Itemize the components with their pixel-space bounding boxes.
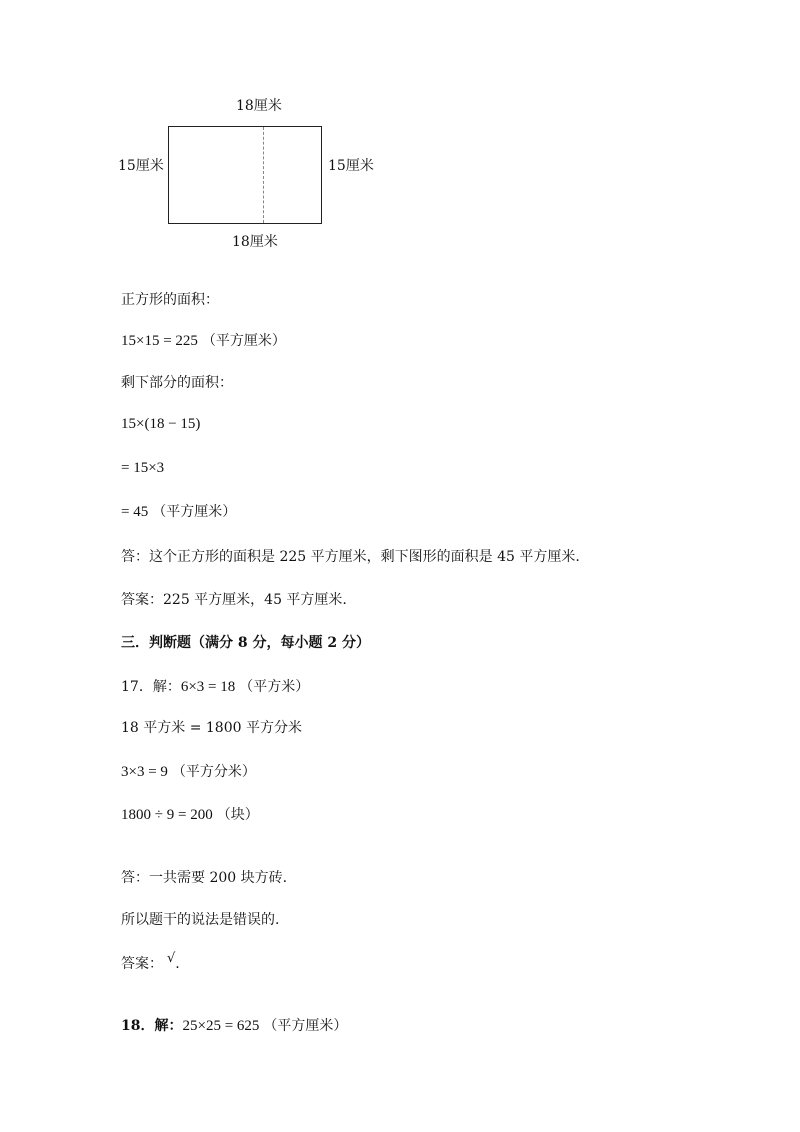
unit-note: （平方厘米） — [201, 333, 286, 349]
tile-area-expression: 3×3 = 9 — [121, 764, 168, 780]
tile-area-calc — [121, 763, 256, 781]
answer-period: . — [175, 956, 180, 972]
unit-note: （平方厘米） — [263, 1018, 348, 1034]
question-17-solution — [121, 678, 309, 696]
question-18-label: 18．解： — [121, 1018, 183, 1034]
tile-count-expression: 1800 ÷ 9 = 200 — [121, 807, 213, 823]
remaining-area-step3 — [121, 503, 236, 521]
unit-note: （块） — [216, 807, 259, 823]
tile-count-calc — [121, 806, 259, 824]
remaining-area-step1: 15×(18 − 15) — [121, 416, 201, 432]
question-17-label: 17．解： — [121, 679, 181, 695]
unit-note: （平方分米） — [171, 764, 256, 780]
top-length-label: 18厘米 — [236, 98, 282, 114]
bottom-length-label: 18厘米 — [232, 234, 278, 250]
unit-note: （平方厘米） — [152, 504, 237, 520]
check-mark-icon: √ — [167, 951, 176, 966]
dashed-divider-line — [263, 127, 264, 223]
left-width-label: 15厘米 — [118, 158, 164, 174]
question-18-solution — [121, 1017, 347, 1035]
tile-answer: 答：一共需要 200 块方砖. — [121, 870, 288, 886]
right-width-label: 15厘米 — [328, 158, 374, 174]
question-17-expression: 6×3 = 18 — [180, 679, 236, 695]
square-area-calc — [121, 332, 286, 350]
unit-conversion: 18 平方米 = 1800 平方分米 — [121, 720, 302, 736]
answer-label: 答案： — [121, 956, 163, 972]
question-18-expression: 25×25 = 625 — [182, 1018, 260, 1034]
answer-line — [121, 951, 180, 974]
square-area-heading: 正方形的面积： — [121, 292, 219, 308]
rectangle-figure — [110, 90, 390, 250]
section-title: 三．判断题（满分 8 分，每小题 2 分） — [121, 635, 370, 651]
square-area-expression: 15×15 = 225 — [121, 333, 198, 349]
answer-summary: 答案：225 平方厘米，45 平方厘米. — [121, 592, 347, 608]
conclusion: 所以题干的说法是错误的. — [121, 912, 280, 928]
remaining-area-step2: = 15×3 — [121, 460, 165, 476]
answer-sentence: 答：这个正方形的面积是 225 平方厘米，剩下图形的面积是 45 平方厘米. — [121, 549, 580, 565]
unit-note: （平方米） — [239, 679, 310, 695]
rectangle-shape — [168, 126, 322, 224]
remaining-area-result: = 45 — [121, 504, 149, 520]
remaining-area-heading: 剩下部分的面积： — [121, 375, 233, 391]
